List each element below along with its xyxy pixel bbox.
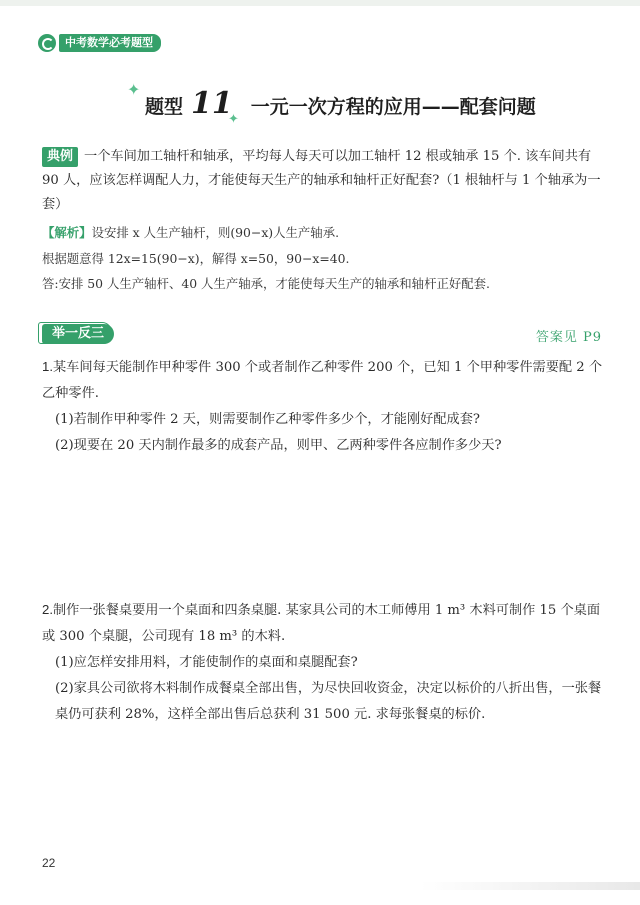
page-number: 22 — [42, 856, 56, 870]
title-prefix: 题型 — [145, 96, 184, 118]
practice-section-header — [42, 322, 602, 346]
sparkle-icon: ✦ — [228, 112, 239, 127]
question-part: (2)家具公司欲将木料制作成餐桌全部出售，为尽快回收资金，决定以标价的八折出售，一张餐桌仍可获利 28%，这样全部出售后总获利 31 500 元. 求每张餐桌的标价. — [55, 681, 602, 722]
analysis-block — [42, 220, 602, 297]
question-part: (1)应怎样安排用料，才能使制作的桌面和桌腿配套? — [55, 655, 358, 670]
answer-reference: 答案见 P9 — [535, 330, 602, 345]
example-block — [42, 145, 602, 217]
question-2 — [42, 597, 608, 728]
question-part: (1)若制作甲种零件 2 天，则需要制作乙种零件多少个，才能刚好配成套? — [55, 412, 480, 427]
analysis-line-2: 根据题意得 12x=15(90−x)，解得 x=50，90−x=40. — [42, 250, 350, 266]
title-number: 11 — [191, 86, 233, 121]
question-stem: 某车间每天能制作甲种零件 300 个或者制作乙种零件 200 个，已知 1 个甲种零件需要配 2 个乙种零件. — [42, 360, 603, 401]
sparkle-icon: ✦ — [127, 80, 141, 99]
analysis-line-1: 设安排 x 人生产轴杆，则(90−x)人生产轴承. — [91, 225, 340, 240]
top-edge — [0, 0, 640, 6]
analysis-line-3: 答:安排 50 人生产轴杆、40 人生产轴承，才能使每天生产的轴承和轴杆正好配套. — [42, 276, 490, 291]
topic-title — [0, 80, 640, 130]
practice-label: 举一反三 — [42, 324, 114, 344]
analysis-tag: 【解析】 — [42, 225, 92, 240]
example-text: 一个车间加工轴杆和轴承，平均每人每天可以加工轴杆 12 根或轴承 15 个. 该车间共有 90 人，应该怎样调配人力，才能使每天生产的轴承和轴杆正好配套?（1 根轴杆与 1 个轴承为一套） — [42, 149, 601, 212]
question-number: 2. — [42, 602, 53, 617]
book-header — [38, 34, 161, 52]
example-badge: 典例 — [42, 147, 78, 167]
question-stem: 制作一张餐桌要用一个桌面和四条桌腿. 某家具公司的木工师傅用 1 m³ 木料可制作 15 个桌面或 300 个桌腿，公司现有 18 m³ 的木料. — [42, 603, 601, 644]
question-number: 1. — [42, 359, 53, 374]
question-part: (2)现要在 20 天内制作最多的成套产品，则甲、乙两种零件各应制作多少天? — [55, 438, 502, 453]
page-shadow — [420, 882, 640, 890]
title-text: 一元一次方程的应用——配套问题 — [250, 96, 536, 118]
question-1 — [42, 354, 608, 459]
spiral-logo-icon — [38, 34, 56, 52]
book-title: 中考数学必考题型 — [59, 34, 161, 52]
